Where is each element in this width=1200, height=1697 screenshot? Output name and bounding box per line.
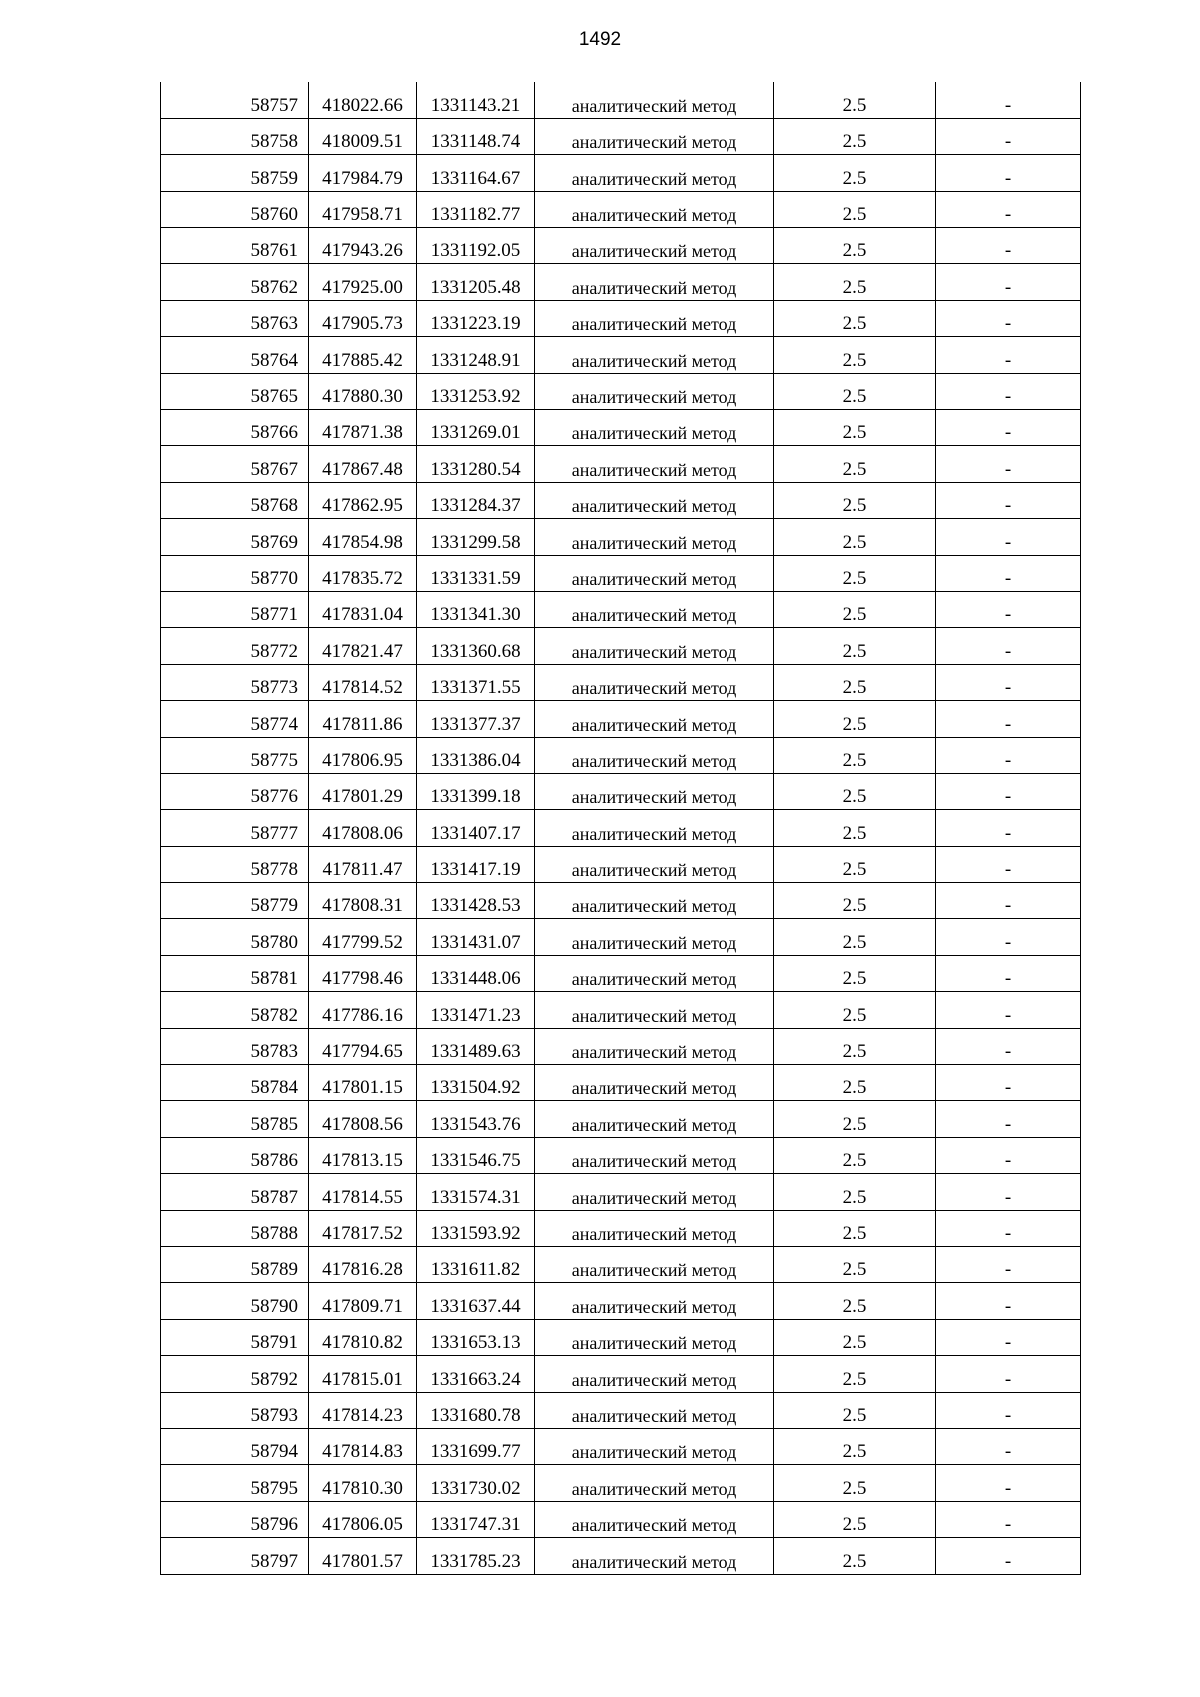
table-row xyxy=(161,1247,1081,1283)
table-row xyxy=(161,1028,1081,1064)
x-coordinate-cell: 417808.56 xyxy=(309,1101,417,1137)
method-cell: аналитический метод xyxy=(535,1319,774,1355)
method-cell: аналитический метод xyxy=(535,919,774,955)
table-row xyxy=(161,1210,1081,1246)
table-row xyxy=(161,1174,1081,1210)
table-row xyxy=(161,701,1081,737)
point-number-cell: 58781 xyxy=(161,955,309,991)
point-number-cell: 58784 xyxy=(161,1065,309,1101)
y-coordinate-cell: 1331341.30 xyxy=(417,591,535,627)
note-cell: - xyxy=(936,1247,1081,1283)
accuracy-cell: 2.5 xyxy=(774,919,936,955)
note-cell: - xyxy=(936,664,1081,700)
table-row xyxy=(161,1501,1081,1537)
note-cell: - xyxy=(936,1356,1081,1392)
point-number-cell: 58774 xyxy=(161,701,309,737)
method-cell: аналитический метод xyxy=(535,1356,774,1392)
y-coordinate-cell: 1331386.04 xyxy=(417,737,535,773)
x-coordinate-cell: 417809.71 xyxy=(309,1283,417,1319)
note-cell: - xyxy=(936,519,1081,555)
note-cell: - xyxy=(936,919,1081,955)
point-number-cell: 58773 xyxy=(161,664,309,700)
x-coordinate-cell: 417905.73 xyxy=(309,300,417,336)
method-cell: аналитический метод xyxy=(535,773,774,809)
accuracy-cell: 2.5 xyxy=(774,1538,936,1574)
method-cell: аналитический метод xyxy=(535,555,774,591)
accuracy-cell: 2.5 xyxy=(774,1065,936,1101)
point-number-cell: 58793 xyxy=(161,1392,309,1428)
y-coordinate-cell: 1331637.44 xyxy=(417,1283,535,1319)
accuracy-cell: 2.5 xyxy=(774,628,936,664)
method-cell: аналитический метод xyxy=(535,883,774,919)
method-cell: аналитический метод xyxy=(535,846,774,882)
method-cell: аналитический метод xyxy=(535,191,774,227)
method-cell: аналитический метод xyxy=(535,482,774,518)
note-cell: - xyxy=(936,337,1081,373)
point-number-cell: 58780 xyxy=(161,919,309,955)
table-row xyxy=(161,519,1081,555)
point-number-cell: 58761 xyxy=(161,228,309,264)
note-cell: - xyxy=(936,373,1081,409)
point-number-cell: 58786 xyxy=(161,1137,309,1173)
method-cell: аналитический метод xyxy=(535,701,774,737)
method-cell: аналитический метод xyxy=(535,992,774,1028)
x-coordinate-cell: 417801.29 xyxy=(309,773,417,809)
y-coordinate-cell: 1331747.31 xyxy=(417,1501,535,1537)
method-cell: аналитический метод xyxy=(535,664,774,700)
point-number-cell: 58764 xyxy=(161,337,309,373)
note-cell: - xyxy=(936,555,1081,591)
point-number-cell: 58791 xyxy=(161,1319,309,1355)
x-coordinate-cell: 417862.95 xyxy=(309,482,417,518)
table-row xyxy=(161,1356,1081,1392)
note-cell: - xyxy=(936,410,1081,446)
x-coordinate-cell: 417814.83 xyxy=(309,1428,417,1464)
table-row xyxy=(161,664,1081,700)
x-coordinate-cell: 417808.31 xyxy=(309,883,417,919)
accuracy-cell: 2.5 xyxy=(774,300,936,336)
x-coordinate-cell: 417814.55 xyxy=(309,1174,417,1210)
table-row xyxy=(161,155,1081,191)
y-coordinate-cell: 1331269.01 xyxy=(417,410,535,446)
x-coordinate-cell: 417871.38 xyxy=(309,410,417,446)
point-number-cell: 58775 xyxy=(161,737,309,773)
accuracy-cell: 2.5 xyxy=(774,810,936,846)
x-coordinate-cell: 417813.15 xyxy=(309,1137,417,1173)
y-coordinate-cell: 1331284.37 xyxy=(417,482,535,518)
point-number-cell: 58779 xyxy=(161,883,309,919)
x-coordinate-cell: 417880.30 xyxy=(309,373,417,409)
y-coordinate-cell: 1331360.68 xyxy=(417,628,535,664)
y-coordinate-cell: 1331448.06 xyxy=(417,955,535,991)
y-coordinate-cell: 1331377.37 xyxy=(417,701,535,737)
note-cell: - xyxy=(936,1319,1081,1355)
table-row xyxy=(161,555,1081,591)
note-cell: - xyxy=(936,82,1081,118)
method-cell: аналитический метод xyxy=(535,1065,774,1101)
x-coordinate-cell: 417984.79 xyxy=(309,155,417,191)
accuracy-cell: 2.5 xyxy=(774,701,936,737)
note-cell: - xyxy=(936,1028,1081,1064)
point-number-cell: 58770 xyxy=(161,555,309,591)
x-coordinate-cell: 417806.05 xyxy=(309,1501,417,1537)
x-coordinate-cell: 417806.95 xyxy=(309,737,417,773)
table-row xyxy=(161,591,1081,627)
accuracy-cell: 2.5 xyxy=(774,846,936,882)
accuracy-cell: 2.5 xyxy=(774,1465,936,1501)
method-cell: аналитический метод xyxy=(535,1538,774,1574)
table-row xyxy=(161,264,1081,300)
x-coordinate-cell: 417816.28 xyxy=(309,1247,417,1283)
note-cell: - xyxy=(936,1137,1081,1173)
note-cell: - xyxy=(936,228,1081,264)
y-coordinate-cell: 1331699.77 xyxy=(417,1428,535,1464)
note-cell: - xyxy=(936,1392,1081,1428)
x-coordinate-cell: 417943.26 xyxy=(309,228,417,264)
accuracy-cell: 2.5 xyxy=(774,1247,936,1283)
note-cell: - xyxy=(936,1538,1081,1574)
point-number-cell: 58757 xyxy=(161,82,309,118)
x-coordinate-cell: 417814.23 xyxy=(309,1392,417,1428)
method-cell: аналитический метод xyxy=(535,1465,774,1501)
point-number-cell: 58783 xyxy=(161,1028,309,1064)
point-number-cell: 58767 xyxy=(161,446,309,482)
method-cell: аналитический метод xyxy=(535,264,774,300)
accuracy-cell: 2.5 xyxy=(774,883,936,919)
accuracy-cell: 2.5 xyxy=(774,1210,936,1246)
table-row xyxy=(161,373,1081,409)
point-number-cell: 58792 xyxy=(161,1356,309,1392)
accuracy-cell: 2.5 xyxy=(774,446,936,482)
note-cell: - xyxy=(936,1465,1081,1501)
accuracy-cell: 2.5 xyxy=(774,410,936,446)
y-coordinate-cell: 1331546.75 xyxy=(417,1137,535,1173)
table-row xyxy=(161,1137,1081,1173)
x-coordinate-cell: 417854.98 xyxy=(309,519,417,555)
y-coordinate-cell: 1331192.05 xyxy=(417,228,535,264)
y-coordinate-cell: 1331489.63 xyxy=(417,1028,535,1064)
note-cell: - xyxy=(936,701,1081,737)
y-coordinate-cell: 1331248.91 xyxy=(417,337,535,373)
table-row xyxy=(161,300,1081,336)
method-cell: аналитический метод xyxy=(535,1428,774,1464)
accuracy-cell: 2.5 xyxy=(774,1501,936,1537)
accuracy-cell: 2.5 xyxy=(774,1101,936,1137)
method-cell: аналитический метод xyxy=(535,591,774,627)
x-coordinate-cell: 417794.65 xyxy=(309,1028,417,1064)
y-coordinate-cell: 1331611.82 xyxy=(417,1247,535,1283)
point-number-cell: 58763 xyxy=(161,300,309,336)
x-coordinate-cell: 417808.06 xyxy=(309,810,417,846)
y-coordinate-cell: 1331504.92 xyxy=(417,1065,535,1101)
accuracy-cell: 2.5 xyxy=(774,555,936,591)
table-row xyxy=(161,118,1081,154)
point-number-cell: 58765 xyxy=(161,373,309,409)
table-row xyxy=(161,737,1081,773)
method-cell: аналитический метод xyxy=(535,228,774,264)
table-row xyxy=(161,846,1081,882)
x-coordinate-cell: 417815.01 xyxy=(309,1356,417,1392)
accuracy-cell: 2.5 xyxy=(774,1283,936,1319)
method-cell: аналитический метод xyxy=(535,337,774,373)
point-number-cell: 58796 xyxy=(161,1501,309,1537)
method-cell: аналитический метод xyxy=(535,1174,774,1210)
accuracy-cell: 2.5 xyxy=(774,1356,936,1392)
note-cell: - xyxy=(936,1428,1081,1464)
accuracy-cell: 2.5 xyxy=(774,118,936,154)
table-row xyxy=(161,82,1081,118)
coordinates-table xyxy=(160,82,1081,1575)
y-coordinate-cell: 1331164.67 xyxy=(417,155,535,191)
point-number-cell: 58771 xyxy=(161,591,309,627)
table-row xyxy=(161,1065,1081,1101)
point-number-cell: 58760 xyxy=(161,191,309,227)
y-coordinate-cell: 1331399.18 xyxy=(417,773,535,809)
method-cell: аналитический метод xyxy=(535,519,774,555)
note-cell: - xyxy=(936,1101,1081,1137)
x-coordinate-cell: 417798.46 xyxy=(309,955,417,991)
y-coordinate-cell: 1331653.13 xyxy=(417,1319,535,1355)
point-number-cell: 58758 xyxy=(161,118,309,154)
note-cell: - xyxy=(936,1210,1081,1246)
y-coordinate-cell: 1331593.92 xyxy=(417,1210,535,1246)
y-coordinate-cell: 1331143.21 xyxy=(417,82,535,118)
x-coordinate-cell: 417925.00 xyxy=(309,264,417,300)
x-coordinate-cell: 417786.16 xyxy=(309,992,417,1028)
method-cell: аналитический метод xyxy=(535,446,774,482)
coordinates-table-body xyxy=(161,82,1081,1574)
y-coordinate-cell: 1331331.59 xyxy=(417,555,535,591)
x-coordinate-cell: 417885.42 xyxy=(309,337,417,373)
table-row xyxy=(161,883,1081,919)
note-cell: - xyxy=(936,846,1081,882)
note-cell: - xyxy=(936,191,1081,227)
method-cell: аналитический метод xyxy=(535,300,774,336)
x-coordinate-cell: 417831.04 xyxy=(309,591,417,627)
table-row xyxy=(161,1319,1081,1355)
accuracy-cell: 2.5 xyxy=(774,228,936,264)
table-row xyxy=(161,955,1081,991)
point-number-cell: 58778 xyxy=(161,846,309,882)
accuracy-cell: 2.5 xyxy=(774,955,936,991)
y-coordinate-cell: 1331471.23 xyxy=(417,992,535,1028)
y-coordinate-cell: 1331428.53 xyxy=(417,883,535,919)
point-number-cell: 58777 xyxy=(161,810,309,846)
method-cell: аналитический метод xyxy=(535,1137,774,1173)
note-cell: - xyxy=(936,955,1081,991)
note-cell: - xyxy=(936,883,1081,919)
x-coordinate-cell: 417801.15 xyxy=(309,1065,417,1101)
y-coordinate-cell: 1331663.24 xyxy=(417,1356,535,1392)
note-cell: - xyxy=(936,810,1081,846)
x-coordinate-cell: 417811.47 xyxy=(309,846,417,882)
accuracy-cell: 2.5 xyxy=(774,519,936,555)
point-number-cell: 58769 xyxy=(161,519,309,555)
note-cell: - xyxy=(936,482,1081,518)
accuracy-cell: 2.5 xyxy=(774,373,936,409)
note-cell: - xyxy=(936,446,1081,482)
table-row xyxy=(161,628,1081,664)
accuracy-cell: 2.5 xyxy=(774,191,936,227)
accuracy-cell: 2.5 xyxy=(774,264,936,300)
y-coordinate-cell: 1331543.76 xyxy=(417,1101,535,1137)
point-number-cell: 58772 xyxy=(161,628,309,664)
x-coordinate-cell: 417810.30 xyxy=(309,1465,417,1501)
accuracy-cell: 2.5 xyxy=(774,1174,936,1210)
x-coordinate-cell: 417867.48 xyxy=(309,446,417,482)
x-coordinate-cell: 417958.71 xyxy=(309,191,417,227)
note-cell: - xyxy=(936,1065,1081,1101)
accuracy-cell: 2.5 xyxy=(774,1028,936,1064)
point-number-cell: 58762 xyxy=(161,264,309,300)
x-coordinate-cell: 417817.52 xyxy=(309,1210,417,1246)
y-coordinate-cell: 1331371.55 xyxy=(417,664,535,700)
point-number-cell: 58787 xyxy=(161,1174,309,1210)
note-cell: - xyxy=(936,591,1081,627)
method-cell: аналитический метод xyxy=(535,155,774,191)
table-row xyxy=(161,1392,1081,1428)
method-cell: аналитический метод xyxy=(535,1101,774,1137)
point-number-cell: 58795 xyxy=(161,1465,309,1501)
y-coordinate-cell: 1331417.19 xyxy=(417,846,535,882)
point-number-cell: 58766 xyxy=(161,410,309,446)
method-cell: аналитический метод xyxy=(535,410,774,446)
y-coordinate-cell: 1331730.02 xyxy=(417,1465,535,1501)
table-row xyxy=(161,482,1081,518)
table-row xyxy=(161,1465,1081,1501)
method-cell: аналитический метод xyxy=(535,1028,774,1064)
point-number-cell: 58797 xyxy=(161,1538,309,1574)
table-row xyxy=(161,919,1081,955)
y-coordinate-cell: 1331680.78 xyxy=(417,1392,535,1428)
page-number: 1492 xyxy=(578,29,622,50)
y-coordinate-cell: 1331148.74 xyxy=(417,118,535,154)
accuracy-cell: 2.5 xyxy=(774,155,936,191)
accuracy-cell: 2.5 xyxy=(774,482,936,518)
point-number-cell: 58788 xyxy=(161,1210,309,1246)
point-number-cell: 58790 xyxy=(161,1283,309,1319)
method-cell: аналитический метод xyxy=(535,737,774,773)
table-row xyxy=(161,1538,1081,1574)
y-coordinate-cell: 1331574.31 xyxy=(417,1174,535,1210)
note-cell: - xyxy=(936,1283,1081,1319)
y-coordinate-cell: 1331205.48 xyxy=(417,264,535,300)
table-row xyxy=(161,810,1081,846)
method-cell: аналитический метод xyxy=(535,1210,774,1246)
point-number-cell: 58776 xyxy=(161,773,309,809)
accuracy-cell: 2.5 xyxy=(774,737,936,773)
table-row xyxy=(161,446,1081,482)
y-coordinate-cell: 1331253.92 xyxy=(417,373,535,409)
note-cell: - xyxy=(936,1174,1081,1210)
accuracy-cell: 2.5 xyxy=(774,773,936,809)
table-row xyxy=(161,1101,1081,1137)
note-cell: - xyxy=(936,264,1081,300)
y-coordinate-cell: 1331280.54 xyxy=(417,446,535,482)
method-cell: аналитический метод xyxy=(535,1501,774,1537)
note-cell: - xyxy=(936,155,1081,191)
y-coordinate-cell: 1331223.19 xyxy=(417,300,535,336)
method-cell: аналитический метод xyxy=(535,118,774,154)
x-coordinate-cell: 417810.82 xyxy=(309,1319,417,1355)
note-cell: - xyxy=(936,118,1081,154)
method-cell: аналитический метод xyxy=(535,1247,774,1283)
x-coordinate-cell: 418009.51 xyxy=(309,118,417,154)
note-cell: - xyxy=(936,300,1081,336)
accuracy-cell: 2.5 xyxy=(774,992,936,1028)
table-row xyxy=(161,773,1081,809)
table-row xyxy=(161,992,1081,1028)
accuracy-cell: 2.5 xyxy=(774,1392,936,1428)
table-row xyxy=(161,191,1081,227)
method-cell: аналитический метод xyxy=(535,955,774,991)
table-row xyxy=(161,228,1081,264)
y-coordinate-cell: 1331785.23 xyxy=(417,1538,535,1574)
accuracy-cell: 2.5 xyxy=(774,1137,936,1173)
note-cell: - xyxy=(936,737,1081,773)
x-coordinate-cell: 417835.72 xyxy=(309,555,417,591)
method-cell: аналитический метод xyxy=(535,82,774,118)
method-cell: аналитический метод xyxy=(535,1392,774,1428)
x-coordinate-cell: 417799.52 xyxy=(309,919,417,955)
note-cell: - xyxy=(936,773,1081,809)
table-row xyxy=(161,410,1081,446)
accuracy-cell: 2.5 xyxy=(774,337,936,373)
accuracy-cell: 2.5 xyxy=(774,591,936,627)
table-row xyxy=(161,1428,1081,1464)
point-number-cell: 58794 xyxy=(161,1428,309,1464)
point-number-cell: 58759 xyxy=(161,155,309,191)
note-cell: - xyxy=(936,628,1081,664)
method-cell: аналитический метод xyxy=(535,373,774,409)
method-cell: аналитический метод xyxy=(535,810,774,846)
table-row xyxy=(161,337,1081,373)
accuracy-cell: 2.5 xyxy=(774,1319,936,1355)
table-row xyxy=(161,1283,1081,1319)
accuracy-cell: 2.5 xyxy=(774,82,936,118)
accuracy-cell: 2.5 xyxy=(774,664,936,700)
note-cell: - xyxy=(936,1501,1081,1537)
point-number-cell: 58789 xyxy=(161,1247,309,1283)
x-coordinate-cell: 417814.52 xyxy=(309,664,417,700)
note-cell: - xyxy=(936,992,1081,1028)
accuracy-cell: 2.5 xyxy=(774,1428,936,1464)
method-cell: аналитический метод xyxy=(535,628,774,664)
y-coordinate-cell: 1331431.07 xyxy=(417,919,535,955)
point-number-cell: 58782 xyxy=(161,992,309,1028)
x-coordinate-cell: 418022.66 xyxy=(309,82,417,118)
point-number-cell: 58768 xyxy=(161,482,309,518)
y-coordinate-cell: 1331299.58 xyxy=(417,519,535,555)
x-coordinate-cell: 417821.47 xyxy=(309,628,417,664)
method-cell: аналитический метод xyxy=(535,1283,774,1319)
y-coordinate-cell: 1331182.77 xyxy=(417,191,535,227)
y-coordinate-cell: 1331407.17 xyxy=(417,810,535,846)
x-coordinate-cell: 417811.86 xyxy=(309,701,417,737)
point-number-cell: 58785 xyxy=(161,1101,309,1137)
x-coordinate-cell: 417801.57 xyxy=(309,1538,417,1574)
